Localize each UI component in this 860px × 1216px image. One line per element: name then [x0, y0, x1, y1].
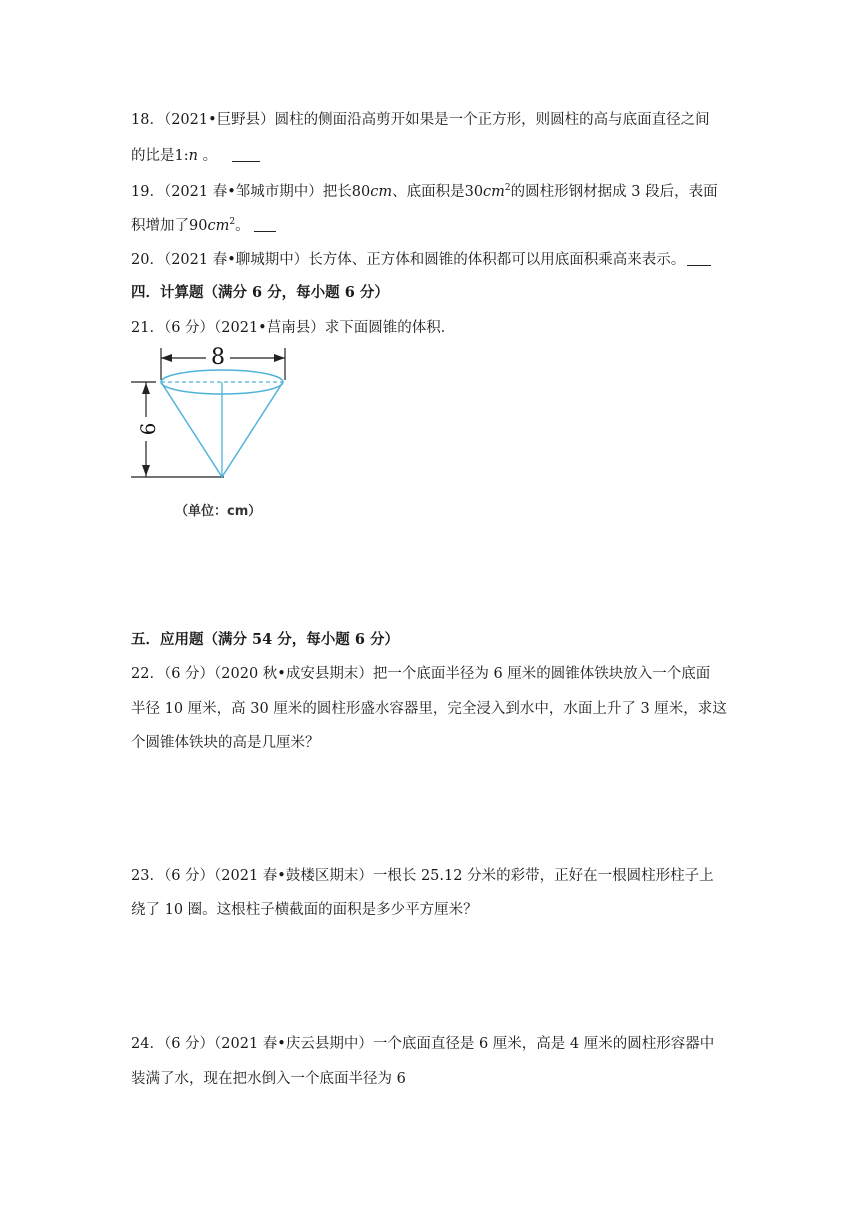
section-4-title: 四．计算题（满分 6 分，每小题 6 分）	[131, 284, 389, 301]
q19-unit-cm-1: cm	[370, 184, 393, 200]
q24-line2: 装满了水，现在把水倒入一个底面半径为 6	[131, 1071, 406, 1087]
q18-line2-pre: 的比是	[131, 148, 175, 164]
q19-unit-cm-3: cm	[207, 218, 230, 234]
q19-line1	[131, 182, 718, 202]
q19-text-5: 。	[235, 218, 250, 234]
cone-figure	[128, 340, 298, 525]
q18-ratio-b: n	[188, 148, 198, 164]
q19-area-value: 30	[464, 184, 484, 200]
q18-ratio-sep: :	[183, 148, 189, 164]
height-arrow-down-icon	[142, 465, 150, 476]
q19-increase-value: 90	[189, 218, 208, 234]
q19-length-value: 80	[351, 184, 371, 200]
height-arrow-up-icon	[142, 383, 150, 394]
q21-line: 21．（6 分）（2021•莒南县）求下面圆锥的体积．	[131, 320, 456, 336]
cone-side-left	[161, 382, 222, 477]
q22-line1: 22．（6 分）（2020 秋•成安县期末）把一个底面半径为 6 厘米的圆锥体铁块放入一个底面	[131, 666, 711, 682]
cone-side-right	[222, 382, 283, 477]
q19-unit-cm-2: cm	[483, 184, 505, 200]
q22-line2: 半径 10 厘米，高 30 厘米的圆柱形盛水容器里，完全浸入到水中，水面上升了 3 厘米，求这	[131, 701, 727, 717]
section-5-title: 五．应用题（满分 54 分，每小题 6 分）	[131, 631, 399, 648]
q22-line3: 个圆锥体铁块的高是几厘米？	[131, 735, 320, 751]
q20-answer-blank[interactable]	[687, 251, 711, 266]
diameter-arrow-right-icon	[274, 354, 285, 362]
q19-sup-3: 2	[229, 217, 236, 227]
diameter-label: 8	[211, 345, 225, 370]
q23-line1: 23．（6 分）（2021 春•鼓楼区期末）一根长 25.12 分米的彩带，正好在一根圆柱形柱子上	[131, 868, 714, 884]
q18-line2	[131, 146, 260, 166]
q19-text-2: 、底面积是	[392, 184, 465, 200]
figure-unit-label: （单位：cm）	[175, 504, 262, 519]
height-label: 9	[135, 422, 160, 436]
q19-text-4: 积增加了	[131, 218, 189, 234]
diameter-arrow-left-icon	[161, 354, 172, 362]
q20-line	[131, 250, 711, 270]
q18-answer-blank[interactable]	[232, 147, 260, 162]
q18-line1: 18．（2021•巨野县）圆柱的侧面沿高剪开如果是一个正方形，则圆柱的高与底面直径之间	[131, 112, 710, 128]
q19-sup-2: 2	[504, 183, 511, 193]
q20-text: 20．（2021 春•聊城期中）长方体、正方体和圆锥的体积都可以用底面积乘高来表示。	[131, 252, 686, 268]
q18-line2-post: 。	[202, 148, 218, 164]
q19-text-1: 19．（2021 春•邹城市期中）把长	[131, 184, 352, 200]
q18-ratio-a: 1	[174, 148, 184, 164]
q24-line1: 24．（6 分）（2021 春•庆云县期中）一个底面直径是 6 厘米，高是 4 厘米的圆柱形容器中	[131, 1036, 715, 1052]
q19-text-3: 的圆柱形钢材据成 3 段后，表面	[510, 184, 718, 200]
q19-line2	[131, 216, 276, 236]
q19-answer-blank[interactable]	[254, 217, 276, 232]
q23-line2: 绕了 10 圈。这根柱子横截面的面积是多少平方厘米？	[131, 902, 478, 918]
